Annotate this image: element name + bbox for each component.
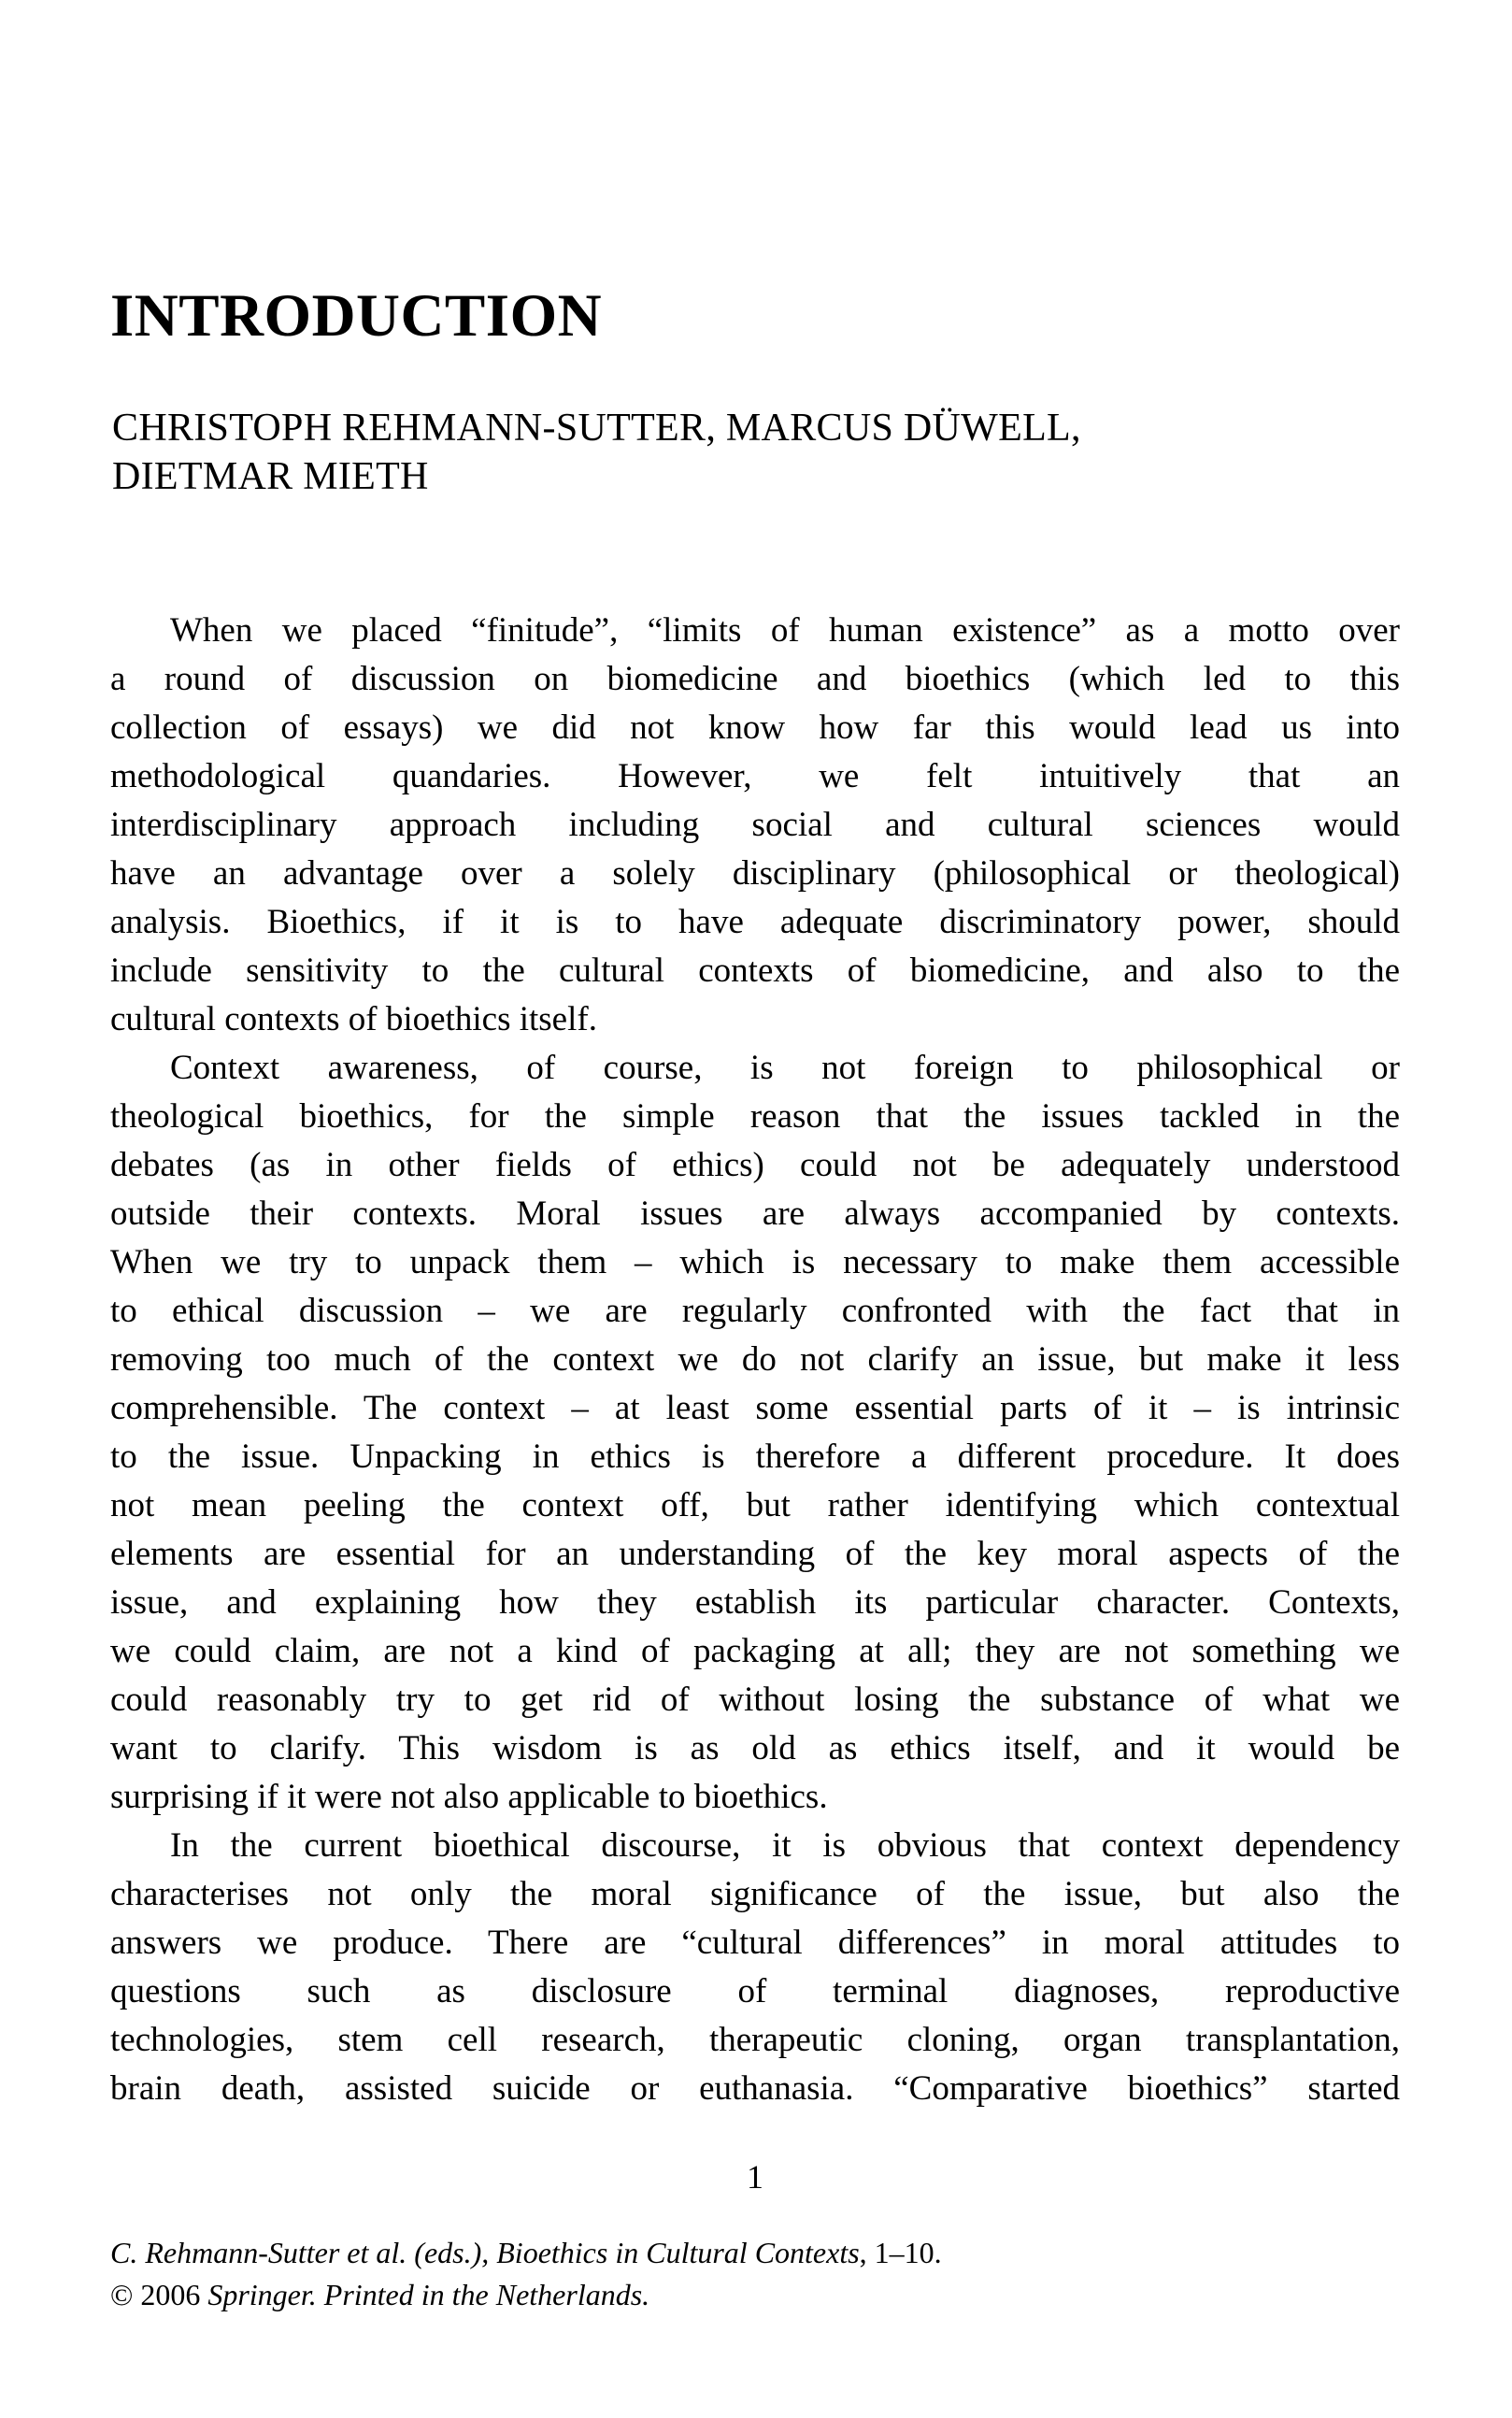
body-text [110, 607, 1400, 2113]
body-line: answers we produce. There are “cultural differences” in moral attitudes to [110, 1924, 1400, 1962]
body-line: to the issue. Unpacking in ethics is therefore a different procedure. It does [110, 1438, 1400, 1476]
body-line: methodological quandaries. However, we felt intuitively that an [110, 757, 1400, 795]
body-line: Context awareness, of course, is not foreign to philosophical or [170, 1049, 1400, 1087]
body-line: could reasonably try to get rid of without losing the substance of what we [110, 1681, 1400, 1719]
chapter-title: INTRODUCTION [110, 281, 603, 350]
citation-line [110, 2232, 1400, 2274]
body-line: elements are essential for an understanding of the key moral aspects of the [110, 1535, 1400, 1573]
authors-line-1: CHRISTOPH REHMANN-SUTTER, MARCUS DÜWELL, [112, 407, 1081, 450]
body-line: include sensitivity to the cultural contexts of biomedicine, and also to the [110, 951, 1400, 990]
body-line: In the current bioethical discourse, it is obvious that context dependency [170, 1826, 1400, 1865]
body-line: interdisciplinary approach including social and cultural sciences would [110, 806, 1400, 844]
body-line: technologies, stem cell research, therapeutic cloning, organ transplantation, [110, 2021, 1400, 2059]
copyright-line [110, 2274, 1400, 2316]
body-line: have an advantage over a solely disciplinary (philosophical or theological) [110, 854, 1400, 893]
authors-line-2: DIETMAR MIETH [112, 455, 429, 498]
body-line: not mean peeling the context off, but rather identifying which contextual [110, 1486, 1400, 1524]
body-line: removing too much of the context we do not clarify an issue, but make it less [110, 1340, 1400, 1379]
paragraph [110, 607, 1400, 1044]
body-line: When we placed “finitude”, “limits of human existence” as a motto over [170, 611, 1400, 650]
body-line: When we try to unpack them – which is necessary to make them accessible [110, 1243, 1400, 1281]
footer [110, 2232, 1400, 2316]
body-line: comprehensible. The context – at least some essential parts of it – is intrinsic [110, 1389, 1400, 1427]
page-number: 1 [747, 2158, 763, 2196]
citation-pages: , 1–10. [859, 2236, 942, 2269]
body-line: cultural contexts of bioethics itself. [110, 1000, 597, 1038]
copyright-publisher: Springer. Printed in the Netherlands. [207, 2278, 650, 2311]
body-line: brain death, assisted suicide or euthanasia. “Comparative bioethics” started [110, 2069, 1400, 2108]
citation-title: C. Rehmann-Sutter et al. (eds.), Bioethics in Cultural Contexts [110, 2236, 860, 2269]
body-line: we could claim, are not a kind of packaging at all; they are not something we [110, 1632, 1400, 1670]
body-line: collection of essays) we did not know how far this would lead us into [110, 708, 1400, 747]
body-line: want to clarify. This wisdom is as old as ethics itself, and it would be [110, 1729, 1400, 1767]
copyright-year: © 2006 [110, 2278, 208, 2311]
body-line: a round of discussion on biomedicine and bioethics (which led to this [110, 660, 1400, 698]
body-line: theological bioethics, for the simple reason that the issues tackled in the [110, 1097, 1400, 1136]
body-line: issue, and explaining how they establish its particular character. Contexts, [110, 1583, 1400, 1622]
body-line: outside their contexts. Moral issues are always accompanied by contexts. [110, 1195, 1400, 1233]
body-line: to ethical discussion – we are regularly confronted with the fact that in [110, 1292, 1400, 1330]
paragraph [110, 1044, 1400, 1822]
body-line: debates (as in other fields of ethics) could not be adequately understood [110, 1146, 1400, 1184]
body-line: surprising if it were not also applicable to bioethics. [110, 1778, 828, 1816]
body-line: characterises not only the moral significance of the issue, but also the [110, 1875, 1400, 1913]
authors [112, 404, 1081, 501]
paragraph [110, 1822, 1400, 2113]
body-line: analysis. Bioethics, if it is to have adequate discriminatory power, should [110, 903, 1400, 941]
body-line: questions such as disclosure of terminal diagnoses, reproductive [110, 1972, 1400, 2010]
